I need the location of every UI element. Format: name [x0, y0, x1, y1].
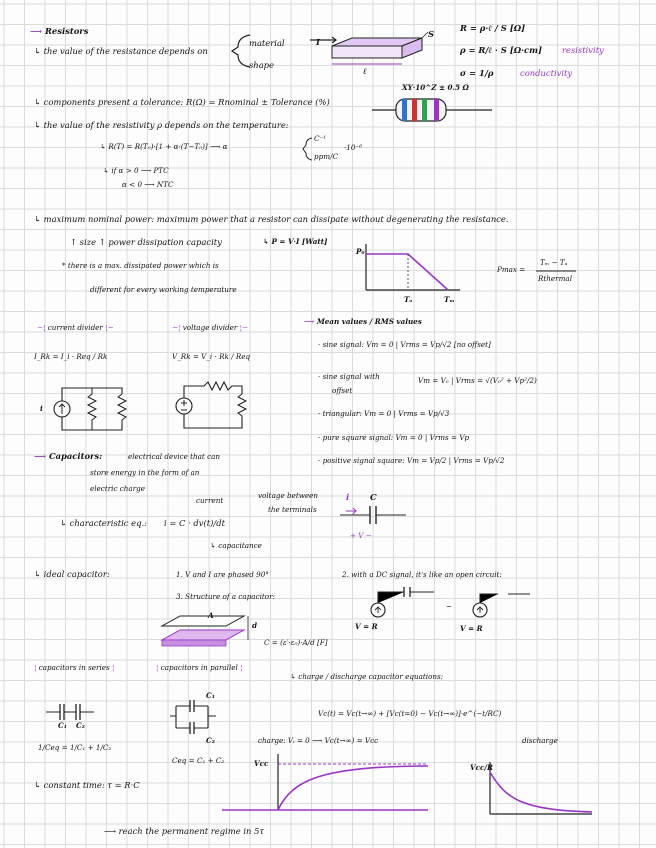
series-c2-label: C₂	[76, 721, 85, 730]
area-a-label: A	[208, 611, 214, 620]
vc-formula: Vc(t) = Vc(t→∞) + [Vc(t=0) − Vc(t→∞)]·e^(−t/RC)	[318, 709, 502, 718]
current-i-label: I	[316, 37, 320, 47]
cap-def-3: electric charge	[90, 484, 145, 493]
rms-pos-square: · positive signal square: Vm = Vp/2 | Vrms = Vp/√2	[318, 456, 505, 465]
capacitance-formula: C = (ε′·ε₀)·A/d [F]	[264, 638, 328, 647]
capacitor-symbol	[340, 504, 410, 526]
rms-sine-offset-a: · sine signal with	[318, 372, 380, 381]
temp-line: ↳ the value of the resistivity ρ depends on the temperature:	[34, 120, 289, 130]
pmax-fraction-bar	[536, 270, 576, 272]
cap-def-2: store energy in the form of an	[90, 468, 200, 477]
alpha-brace-icon	[302, 137, 314, 161]
alpha-exponent: ·10⁻⁶	[344, 143, 363, 152]
ta-label: Tₐ	[404, 295, 413, 304]
cap-symbol-i: i	[346, 492, 350, 502]
open-circuit-figure	[470, 588, 540, 628]
parallel-title: ¦ capacitors in parallel ¦	[156, 663, 243, 672]
charge-discharge-line: ↳ charge / discharge capacitor equations:	[290, 672, 444, 681]
ideal-point-2: 2. with a DC signal, it's like an open circuit:	[342, 570, 502, 579]
series-title: ¦ capacitors in series ¦	[34, 663, 115, 672]
capacitor-plates-figure	[156, 610, 256, 654]
pmax-numerator: Tₘ − Tₐ	[540, 258, 568, 267]
voltage-annotation: voltage between	[258, 491, 319, 500]
dc-circuit-figure	[368, 586, 448, 626]
max-power-line: ↳ maximum nominal power: maximum power that a resistor can dissipate without degenerating the resistance.	[34, 214, 509, 224]
capacitors-heading: ⟶ Capacitors:	[34, 451, 103, 461]
rms-sine-offset-c: Vm = V₀ | Vrms = √(V₀² + Vp²/2)	[418, 376, 537, 385]
current-source-label: i	[40, 404, 43, 413]
permanent-regime-line: ⟶ reach the permanent regime in 5τ	[104, 826, 265, 836]
pmax-denominator: Rthermal	[538, 274, 573, 283]
pmax-label: Pmax =	[497, 265, 526, 274]
resistor-block-figure	[300, 28, 440, 78]
resistivity-label: resistivity	[562, 45, 604, 55]
color-band-resistor-figure	[372, 94, 492, 126]
rms-square: · pure square signal: Vm = 0 | Vrms = Vp	[318, 433, 470, 442]
series-capacitors-figure	[46, 702, 102, 722]
parallel-formula: Ceq = C₁ + C₂	[172, 756, 225, 765]
power-note-1: * there is a max. dissipated power which is	[62, 261, 219, 270]
v-equals-r-label: V = R	[355, 622, 378, 631]
rms-title: ⟶ Mean values / RMS values	[304, 317, 422, 326]
current-divider-circuit	[48, 384, 138, 434]
ideal-point-3: 3. Structure of a capacitor:	[176, 592, 275, 601]
current-divider-title: −¦ current divider ¦−	[37, 323, 114, 332]
vcc-label: Vcc	[254, 759, 269, 768]
char-eq-label: ↳ characteristic eq.:	[60, 518, 147, 528]
v-equals-r-label-2: V = R	[460, 624, 483, 633]
vcc-over-r-label: Vcc/R	[470, 763, 493, 772]
color-code-label: XY·10^Z ± 0.5 Ω	[402, 83, 469, 92]
parallel-capacitors-figure	[170, 700, 220, 736]
voltage-divider-formula: V_Rk = V_i · Rk / Req	[172, 352, 251, 361]
formula-r: R = ρ·ℓ / S [Ω]	[460, 23, 526, 33]
rms-triangular: · triangular: Vm = 0 | Vrms = Vp/√3	[318, 409, 450, 418]
charge-label: charge: Vᵢ = 0 ⟶ Vc(t→∞) = Vcc	[258, 736, 379, 745]
voltage-annotation-2: the terminals	[268, 505, 317, 514]
temp-formula: ↳ R(T) = R(T₀)·[1 + α·(T−T₀)] ⟶ α	[100, 142, 228, 151]
capacitance-note: ↳ capacitance	[210, 541, 262, 550]
cap-symbol-c: C	[370, 492, 377, 502]
formula-rho: ρ = R/ℓ · S [Ω·cm]	[460, 45, 542, 55]
resistors-heading: ⟶ Resistors	[30, 26, 89, 36]
power-note-2: different for every working temperature	[90, 285, 237, 294]
char-eq-formula: i = C · dv(t)/dt	[164, 518, 225, 528]
p0-label: P₀	[356, 247, 365, 256]
p-vi-formula: ↳ P = V·I [Watt]	[263, 237, 328, 246]
discharge-curve-chart	[486, 760, 596, 818]
time-constant-line: ↳ constant time: τ = R·C	[34, 780, 140, 790]
material-text: material	[249, 38, 285, 48]
tolerance-line: ↳ components present a tolerance: R(Ω) = Rnominal ± Tolerance (%)	[34, 97, 330, 107]
current-annotation: current	[196, 496, 224, 505]
cap-def-1: electrical device that can	[128, 452, 221, 461]
value-depends-text: ↳ the value of the resistance depends on	[34, 46, 208, 56]
discharge-label: discharge	[522, 736, 558, 745]
size-line: ↑ size ↑ power dissipation capacity	[70, 237, 222, 247]
area-s-label: S	[428, 29, 435, 39]
tm-label: Tₘ	[444, 295, 455, 304]
rms-sine-offset-b: offset	[332, 386, 353, 395]
current-divider-formula: I_Rk = I_i · Req / Rk	[34, 352, 108, 361]
length-label: ℓ	[363, 66, 367, 76]
series-formula: 1/Ceq = 1/C₁ + 1/C₂	[38, 743, 112, 752]
voltage-divider-circuit	[172, 378, 256, 434]
voltage-divider-title: −¦ voltage divider ¦−	[172, 323, 249, 332]
conductivity-label: conductivity	[520, 68, 573, 78]
equivalent-arrow: ~	[446, 602, 453, 611]
alpha-unit-ppm: ppm/C	[314, 152, 338, 161]
cap-symbol-v: + V −	[350, 531, 372, 540]
ntc-line: α < 0 ⟶ NTC	[122, 180, 174, 189]
ideal-capacitor-label: ↳ ideal capacitor:	[34, 569, 110, 579]
alpha-unit-c: C⁻¹	[314, 134, 327, 143]
series-c1-label: C₁	[58, 721, 67, 730]
rms-sine: · sine signal: Vm = 0 | Vrms = Vp/√2 [no offset]	[318, 340, 491, 349]
shape-text: shape	[249, 60, 275, 70]
parallel-c2-label: C₂	[206, 736, 215, 745]
distance-d-label: d	[252, 621, 258, 630]
parallel-c1-label: C₁	[206, 691, 215, 700]
formula-sigma: σ = 1/ρ	[460, 68, 494, 78]
ideal-point-1: 1. V and I are phased 90°	[176, 570, 269, 579]
ptc-line: ↳ if α > 0 ⟶ PTC	[103, 166, 169, 175]
